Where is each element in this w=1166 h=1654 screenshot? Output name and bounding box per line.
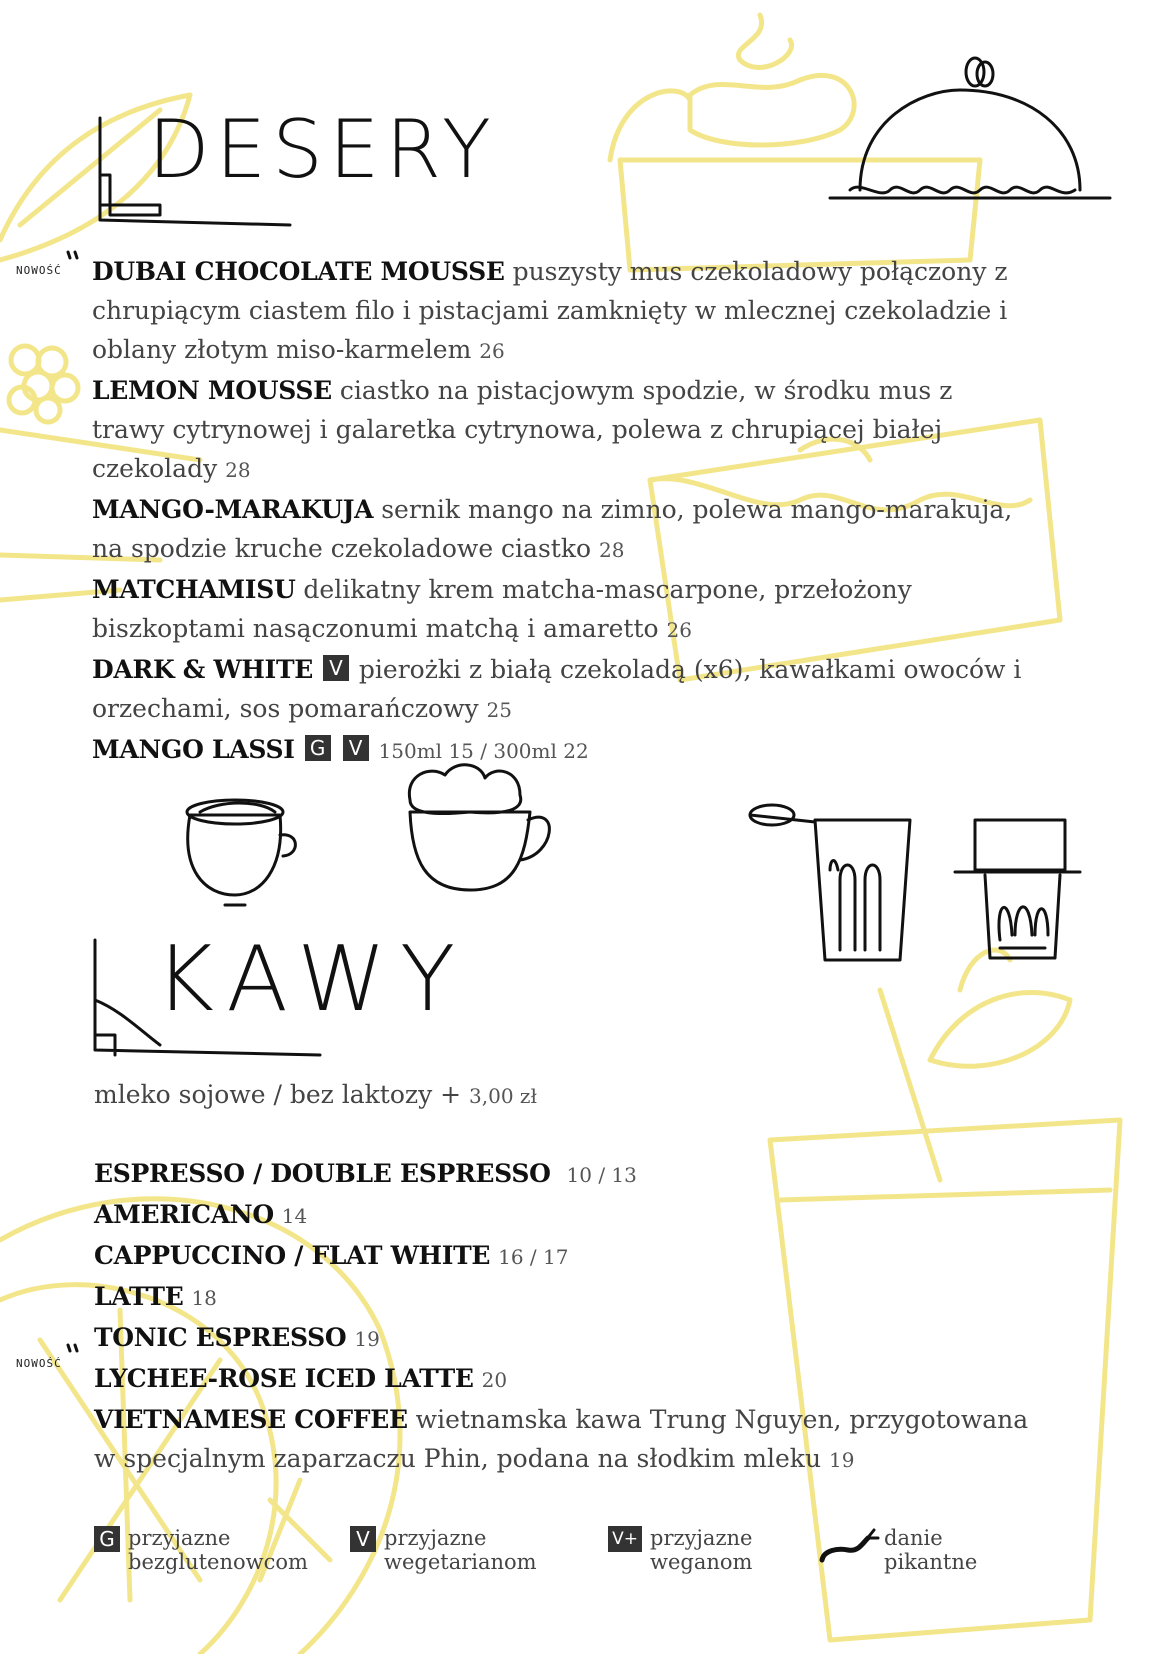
legend-vegan bbox=[606, 1526, 752, 1574]
gluten-free-badge: G bbox=[305, 735, 331, 761]
item-name: TONIC ESPRESSO bbox=[94, 1323, 347, 1352]
item-name: LYCHEE-ROSE ICED LATTE bbox=[94, 1364, 474, 1393]
item-price: 20 bbox=[481, 1368, 508, 1392]
item-price: 26 bbox=[479, 339, 505, 363]
item-name: MATCHAMISU bbox=[92, 575, 296, 604]
item-description: puszysty mus czekoladowy połączony z chrupiącym ciastem filo i pistacjami zamknięty w mlecznej czekoladzie i oblany złotym miso-karmelem bbox=[92, 257, 1008, 364]
phin-filter-icon bbox=[955, 820, 1080, 958]
menu-item bbox=[92, 650, 1032, 730]
item-name: LEMON MOUSSE bbox=[92, 376, 332, 405]
menu-item bbox=[92, 252, 1032, 371]
legend-spicy bbox=[818, 1526, 977, 1574]
chili-pepper-icon bbox=[818, 1526, 880, 1566]
item-description: sernik mango na zimno, polewa mango-marakuja, na spodzie kruche czekoladowe ciastko bbox=[92, 495, 1013, 563]
legend-vegetarian bbox=[348, 1526, 537, 1574]
item-name: AMERICANO bbox=[94, 1200, 274, 1229]
legend-line1: przyjazne bbox=[650, 1526, 753, 1550]
item-name: VIETNAMESE COFFEE bbox=[94, 1405, 408, 1434]
item-description: pierożki z białą czekoladą (x6), kawałkami owoców i orzechami, sos pomarańczowy bbox=[92, 655, 1022, 723]
item-name: ESPRESSO / DOUBLE ESPRESSO bbox=[94, 1159, 551, 1188]
new-label: NOWOŚĆ bbox=[16, 264, 62, 277]
item-price: 19 bbox=[354, 1327, 380, 1351]
menu-item bbox=[94, 1400, 1034, 1480]
menu-item bbox=[94, 1154, 1034, 1195]
item-description: ciastko na pistacjowym spodzie, w środku mus z trawy cytrynowej i galaretka cytrynowa, polewa z chrupiącej białej czekolady bbox=[92, 376, 953, 483]
yellow-grapes-sketch bbox=[9, 346, 78, 422]
vegan-badge: V+ bbox=[608, 1526, 642, 1552]
new-label: NOWOŚĆ bbox=[16, 1357, 62, 1370]
vegetarian-badge: V bbox=[350, 1526, 376, 1552]
menu-item bbox=[94, 1277, 1034, 1318]
item-name: DUBAI CHOCOLATE MOUSSE bbox=[92, 257, 505, 286]
desserts-list bbox=[92, 252, 1032, 771]
item-price: 28 bbox=[598, 538, 625, 562]
tall-glass-icon bbox=[750, 805, 910, 960]
coffee-title: KAWY bbox=[155, 927, 470, 1032]
menu-item bbox=[94, 1236, 1034, 1277]
menu-item bbox=[92, 570, 1032, 650]
legend-gluten-free bbox=[92, 1526, 308, 1574]
menu-item bbox=[94, 1195, 1034, 1236]
milk-note bbox=[94, 1080, 537, 1109]
desserts-title: DESERY bbox=[148, 103, 497, 196]
legend-line2: wegetarianom bbox=[384, 1550, 537, 1574]
menu-item bbox=[92, 730, 1032, 771]
item-name: DARK & WHITE bbox=[92, 655, 314, 684]
legend-line2: weganom bbox=[650, 1550, 753, 1574]
item-name: LATTE bbox=[94, 1282, 184, 1311]
item-description: wietnamska kawa Trung Nguyen, przygotowana w specjalnym zaparzaczu Phin, podana na słodkim mleku bbox=[94, 1405, 1029, 1473]
vegetarian-badge: V bbox=[343, 735, 369, 761]
item-price: 14 bbox=[281, 1204, 308, 1228]
item-name: MANGO-MARAKUJA bbox=[92, 495, 374, 524]
menu-item bbox=[94, 1318, 1034, 1359]
legend-line2: pikantne bbox=[884, 1550, 978, 1574]
cloche-icon bbox=[830, 58, 1110, 198]
item-price: 18 bbox=[191, 1286, 217, 1310]
item-price: 28 bbox=[225, 458, 251, 482]
menu-item bbox=[92, 371, 1032, 490]
legend-line1: przyjazne bbox=[384, 1526, 487, 1550]
milk-note-text: mleko sojowe / bez laktozy + bbox=[94, 1080, 470, 1109]
milk-note-price: 3,00 zł bbox=[469, 1084, 537, 1108]
item-price: 10 / 13 bbox=[566, 1163, 637, 1187]
item-price: 26 bbox=[666, 618, 692, 642]
menu-item bbox=[92, 490, 1032, 570]
legend-line2: bezglutenowcom bbox=[128, 1550, 308, 1574]
item-price: 16 / 17 bbox=[498, 1245, 569, 1269]
vegetarian-badge: V bbox=[323, 655, 349, 681]
cappuccino-cup-icon bbox=[409, 765, 549, 890]
item-price: 150ml 15 / 300ml 22 bbox=[378, 739, 589, 763]
legend-line1: danie bbox=[884, 1526, 943, 1550]
item-price: 19 bbox=[829, 1448, 855, 1472]
item-name: MANGO LASSI bbox=[92, 735, 295, 764]
item-description: delikatny krem matcha-mascarpone, przełożony biszkoptami nasączonumi matchą i amaretto bbox=[92, 575, 912, 643]
item-name: CAPPUCCINO / FLAT WHITE bbox=[94, 1241, 491, 1270]
menu-item bbox=[94, 1359, 1034, 1400]
coffee-list bbox=[94, 1154, 1034, 1480]
coffee-cup-icon bbox=[187, 800, 295, 905]
gluten-free-badge: G bbox=[94, 1526, 120, 1552]
legend-line1: przyjazne bbox=[128, 1526, 231, 1550]
item-price: 25 bbox=[486, 698, 512, 722]
